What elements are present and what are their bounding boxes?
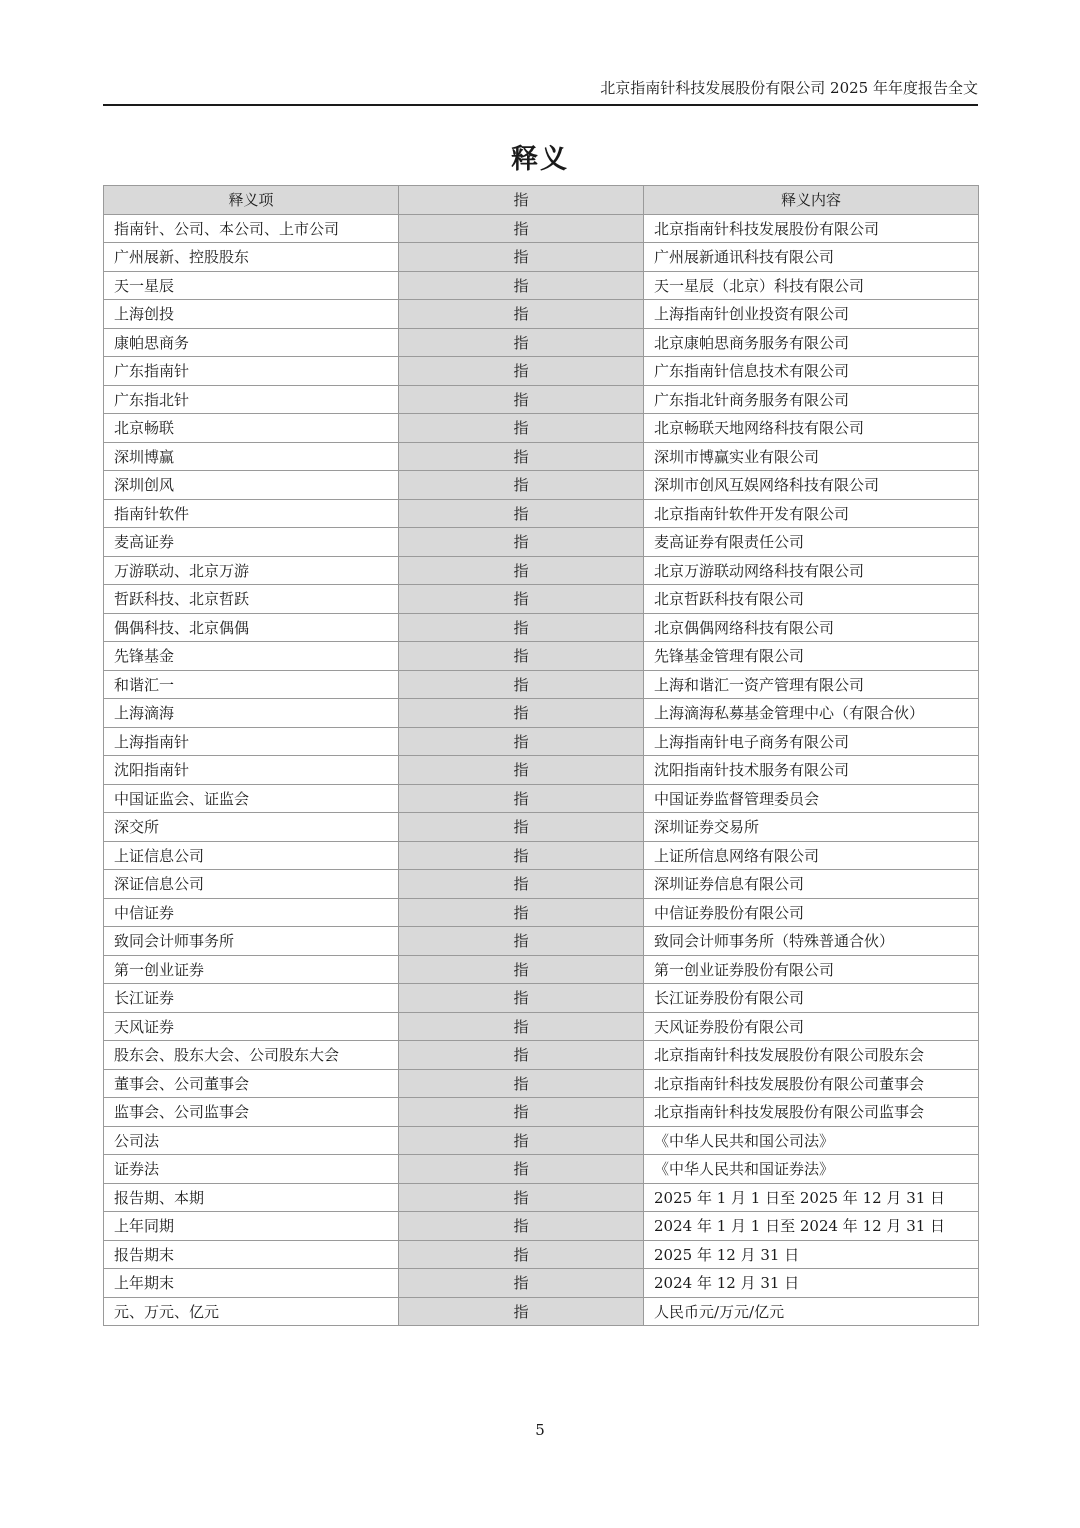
table-row [104,1098,979,1127]
ref-cell: 指 [399,898,644,927]
ref-cell: 指 [399,613,644,642]
term-cell: 沈阳指南针 [104,756,399,785]
definition-cell: 2025 年 12 月 31 日 [644,1240,979,1269]
table-row [104,271,979,300]
table-row [104,243,979,272]
definition-cell: 长江证券股份有限公司 [644,984,979,1013]
ref-cell: 指 [399,499,644,528]
ref-cell: 指 [399,1126,644,1155]
page-title: 释义 [511,144,569,175]
term-cell: 中国证监会、证监会 [104,784,399,813]
term-cell: 指南针、公司、本公司、上市公司 [104,214,399,243]
table-row [104,471,979,500]
term-cell: 上年同期 [104,1212,399,1241]
term-cell: 上海滴海 [104,699,399,728]
term-cell: 北京畅联 [104,414,399,443]
term-cell: 上年期末 [104,1269,399,1298]
definition-cell: 北京康帕思商务服务有限公司 [644,328,979,357]
ref-cell: 指 [399,1212,644,1241]
definition-cell: 上证所信息网络有限公司 [644,841,979,870]
term-cell: 公司法 [104,1126,399,1155]
table-row [104,699,979,728]
term-cell: 上证信息公司 [104,841,399,870]
term-cell: 报告期、本期 [104,1183,399,1212]
ref-cell: 指 [399,328,644,357]
definition-cell: 中信证券股份有限公司 [644,898,979,927]
term-cell: 广东指南针 [104,357,399,386]
definition-cell: 《中华人民共和国公司法》 [644,1126,979,1155]
ref-cell: 指 [399,585,644,614]
definition-cell: 2025 年 1 月 1 日至 2025 年 12 月 31 日 [644,1183,979,1212]
term-cell: 元、万元、亿元 [104,1297,399,1326]
definition-cell: 深圳证券交易所 [644,813,979,842]
term-cell: 监事会、公司监事会 [104,1098,399,1127]
ref-cell: 指 [399,813,644,842]
definition-cell: 《中华人民共和国证券法》 [644,1155,979,1184]
term-cell: 指南针软件 [104,499,399,528]
ref-cell: 指 [399,214,644,243]
definition-cell: 北京指南针科技发展股份有限公司监事会 [644,1098,979,1127]
definition-cell: 上海滴海私募基金管理中心（有限合伙） [644,699,979,728]
table-row [104,442,979,471]
term-cell: 万游联动、北京万游 [104,556,399,585]
ref-cell: 指 [399,784,644,813]
table-row [104,784,979,813]
table-row [104,1269,979,1298]
definition-cell: 北京万游联动网络科技有限公司 [644,556,979,585]
column-header-ref: 指 [399,186,644,215]
definition-cell: 天一星辰（北京）科技有限公司 [644,271,979,300]
term-cell: 偶偶科技、北京偶偶 [104,613,399,642]
term-cell: 报告期末 [104,1240,399,1269]
column-header-term: 释义项 [104,186,399,215]
definition-cell: 先锋基金管理有限公司 [644,642,979,671]
table-row [104,499,979,528]
ref-cell: 指 [399,756,644,785]
table-row [104,670,979,699]
page-header [103,78,978,106]
table-header-row [104,186,979,215]
ref-cell: 指 [399,442,644,471]
table-row [104,385,979,414]
ref-cell: 指 [399,984,644,1013]
table-row [104,1126,979,1155]
term-cell: 先锋基金 [104,642,399,671]
term-cell: 上海创投 [104,300,399,329]
ref-cell: 指 [399,300,644,329]
term-cell: 第一创业证券 [104,955,399,984]
term-cell: 上海指南针 [104,727,399,756]
ref-cell: 指 [399,1183,644,1212]
definition-cell: 北京指南针科技发展股份有限公司董事会 [644,1069,979,1098]
definition-cell: 北京指南针科技发展股份有限公司 [644,214,979,243]
ref-cell: 指 [399,1240,644,1269]
term-cell: 麦高证券 [104,528,399,557]
table-body [104,214,979,1326]
definition-cell: 麦高证券有限责任公司 [644,528,979,557]
term-cell: 长江证券 [104,984,399,1013]
definition-cell: 2024 年 1 月 1 日至 2024 年 12 月 31 日 [644,1212,979,1241]
table-row [104,1041,979,1070]
table-row [104,1155,979,1184]
term-cell: 广东指北针 [104,385,399,414]
term-cell: 天一星辰 [104,271,399,300]
ref-cell: 指 [399,1269,644,1298]
definition-cell: 致同会计师事务所（特殊普通合伙） [644,927,979,956]
ref-cell: 指 [399,1098,644,1127]
definition-cell: 广东指南针信息技术有限公司 [644,357,979,386]
definition-cell: 北京偶偶网络科技有限公司 [644,613,979,642]
definition-cell: 北京畅联天地网络科技有限公司 [644,414,979,443]
term-cell: 证券法 [104,1155,399,1184]
ref-cell: 指 [399,927,644,956]
ref-cell: 指 [399,556,644,585]
term-cell: 天风证券 [104,1012,399,1041]
table-row [104,727,979,756]
ref-cell: 指 [399,1069,644,1098]
page-number: 5 [535,1421,545,1439]
definition-cell: 深圳市创风互娱网络科技有限公司 [644,471,979,500]
table-row [104,613,979,642]
ref-cell: 指 [399,1012,644,1041]
definitions-table [103,185,979,1326]
ref-cell: 指 [399,870,644,899]
ref-cell: 指 [399,1297,644,1326]
ref-cell: 指 [399,1155,644,1184]
definition-cell: 中国证券监督管理委员会 [644,784,979,813]
table-row [104,1297,979,1326]
table-row [104,1069,979,1098]
table-row [104,870,979,899]
table-row [104,556,979,585]
ref-cell: 指 [399,271,644,300]
term-cell: 哲跃科技、北京哲跃 [104,585,399,614]
definition-cell: 北京指南针软件开发有限公司 [644,499,979,528]
column-header-definition: 释义内容 [644,186,979,215]
ref-cell: 指 [399,955,644,984]
term-cell: 深证信息公司 [104,870,399,899]
term-cell: 致同会计师事务所 [104,927,399,956]
definition-cell: 沈阳指南针技术服务有限公司 [644,756,979,785]
ref-cell: 指 [399,414,644,443]
table-row [104,214,979,243]
definition-cell: 上海指南针电子商务有限公司 [644,727,979,756]
term-cell: 康帕思商务 [104,328,399,357]
table-row [104,300,979,329]
table-row [104,642,979,671]
definition-cell: 深圳证券信息有限公司 [644,870,979,899]
ref-cell: 指 [399,699,644,728]
ref-cell: 指 [399,471,644,500]
table-row [104,841,979,870]
table-row [104,984,979,1013]
ref-cell: 指 [399,1041,644,1070]
table-row [104,585,979,614]
definition-cell: 人民币元/万元/亿元 [644,1297,979,1326]
table-row [104,1183,979,1212]
table-row [104,927,979,956]
definition-cell: 2024 年 12 月 31 日 [644,1269,979,1298]
table-row [104,1240,979,1269]
header-title: 北京指南针科技发展股份有限公司 2025 年年度报告全文 [600,79,978,97]
term-cell: 中信证券 [104,898,399,927]
term-cell: 深圳博赢 [104,442,399,471]
table-row [104,1212,979,1241]
term-cell: 股东会、股东大会、公司股东大会 [104,1041,399,1070]
definition-cell: 北京指南针科技发展股份有限公司股东会 [644,1041,979,1070]
table-row [104,357,979,386]
table-row [104,955,979,984]
definition-cell: 北京哲跃科技有限公司 [644,585,979,614]
table-row [104,414,979,443]
ref-cell: 指 [399,727,644,756]
table-row [104,898,979,927]
table-row [104,528,979,557]
ref-cell: 指 [399,528,644,557]
definition-cell: 上海指南针创业投资有限公司 [644,300,979,329]
term-cell: 深交所 [104,813,399,842]
ref-cell: 指 [399,243,644,272]
ref-cell: 指 [399,385,644,414]
term-cell: 董事会、公司董事会 [104,1069,399,1098]
definition-cell: 第一创业证券股份有限公司 [644,955,979,984]
definition-cell: 广东指北针商务服务有限公司 [644,385,979,414]
term-cell: 深圳创风 [104,471,399,500]
table-row [104,813,979,842]
definition-cell: 天风证券股份有限公司 [644,1012,979,1041]
definition-cell: 上海和谐汇一资产管理有限公司 [644,670,979,699]
ref-cell: 指 [399,670,644,699]
ref-cell: 指 [399,841,644,870]
table-row [104,328,979,357]
term-cell: 广州展新、控股股东 [104,243,399,272]
ref-cell: 指 [399,357,644,386]
definition-cell: 深圳市博赢实业有限公司 [644,442,979,471]
term-cell: 和谐汇一 [104,670,399,699]
ref-cell: 指 [399,642,644,671]
table-row [104,756,979,785]
definition-cell: 广州展新通讯科技有限公司 [644,243,979,272]
table-row [104,1012,979,1041]
